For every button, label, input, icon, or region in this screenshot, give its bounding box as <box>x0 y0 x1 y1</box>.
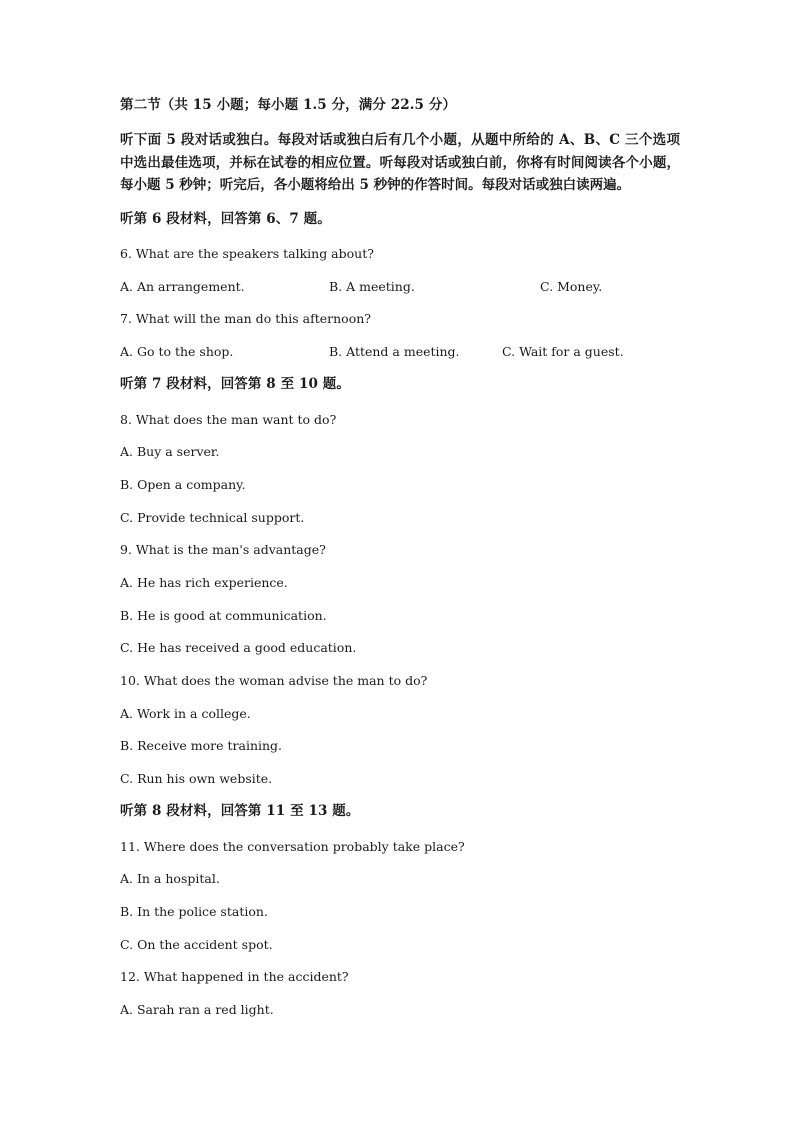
question-8-option-b: B. Open a company. <box>120 477 246 492</box>
question-11-option-b: B. In the police station. <box>120 904 268 919</box>
question-6-stem: 6. What are the speakers talking about? <box>120 246 374 261</box>
question-7-option-b: B. Attend a meeting. <box>329 344 460 359</box>
question-10-stem: 10. What does the woman advise the man to do? <box>120 673 428 688</box>
question-12-option-a: A. Sarah ran a red light. <box>120 1002 274 1017</box>
question-6-option-a: A. An arrangement. <box>120 279 245 294</box>
question-9-option-c: C. He has received a good education. <box>120 640 357 655</box>
question-7-stem: 7. What will the man do this afternoon? <box>120 311 371 326</box>
question-9-option-a: A. He has rich experience. <box>120 575 288 590</box>
question-11-option-c: C. On the accident spot. <box>120 937 273 952</box>
group-8-heading: 听第 8 段材料，回答第 11 至 13 题。 <box>120 803 360 819</box>
question-11-stem: 11. Where does the conversation probably take place? <box>120 839 465 854</box>
question-10-option-a: A. Work in a college. <box>120 706 251 721</box>
exam-page <box>120 0 680 1123</box>
question-9-stem: 9. What is the man's advantage? <box>120 542 326 557</box>
question-10-option-c: C. Run his own website. <box>120 771 273 786</box>
question-6-option-c: C. Money. <box>540 279 603 294</box>
question-7-option-c: C. Wait for a guest. <box>502 344 624 359</box>
group-7-heading: 听第 7 段材料，回答第 8 至 10 题。 <box>120 376 350 392</box>
question-9-option-b: B. He is good at communication. <box>120 608 327 623</box>
question-8-option-a: A. Buy a server. <box>120 444 220 459</box>
group-6-heading: 听第 6 段材料，回答第 6、7 题。 <box>120 211 331 227</box>
question-8-stem: 8. What does the man want to do? <box>120 412 337 427</box>
question-8-option-c: C. Provide technical support. <box>120 510 305 525</box>
question-6-option-b: B. A meeting. <box>329 279 415 294</box>
question-11-option-a: A. In a hospital. <box>120 871 220 886</box>
question-10-option-b: B. Receive more training. <box>120 738 283 753</box>
question-7-option-a: A. Go to the shop. <box>120 344 234 359</box>
question-12-stem: 12. What happened in the accident? <box>120 969 349 984</box>
instructions-paragraph: 听下面 5 段对话或独白。每段对话或独白后有几个小题，从题中所给的 A、B、C 三个选项中选出最佳选项，并标在试卷的相应位置。听每段对话或独白前，你将有时间阅读各个小题，每小题 5 秒钟；听完后，各小题将给出 5 秒钟的作答时间。每段对话或独白读两遍。 <box>120 132 680 193</box>
section-heading: 第二节（共 15 小题；每小题 1.5 分，满分 22.5 分） <box>120 97 457 113</box>
